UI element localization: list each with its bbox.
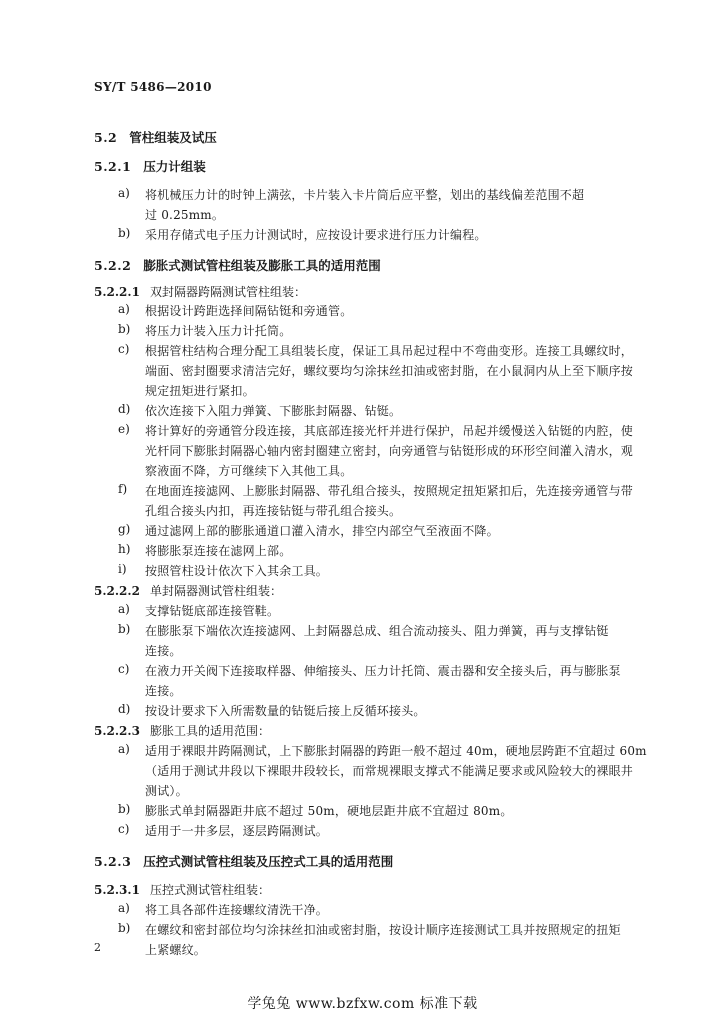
list-marker: c) <box>118 662 130 676</box>
list-item-text: 连接。 <box>145 684 182 698</box>
section-heading-5-2-3 <box>94 852 393 870</box>
section-heading-5-2-2 <box>94 256 381 274</box>
section-heading-5-2-1 <box>94 157 206 175</box>
list-item-text: 适用于裸眼井跨隔测试，上下膨胀封隔器的跨距一般不超过 40m，硬地层跨距不宜超过 60m <box>145 744 647 758</box>
list-item-text: 适用于一井多层，逐层跨隔测试。 <box>145 824 329 838</box>
subsection-title: 膨胀工具的适用范围： <box>149 724 270 738</box>
list-marker: b) <box>118 226 131 240</box>
list-marker: a) <box>118 186 130 200</box>
list-item-text: 依次连接下入阻力弹簧、下膨胀封隔器、钻铤。 <box>145 404 402 418</box>
section-heading-5-2 <box>94 128 217 146</box>
list-marker: a) <box>118 901 130 915</box>
list-marker: b) <box>118 921 131 935</box>
list-item-text: 连接。 <box>145 644 182 658</box>
list-item-text: 通过滤网上部的膨胀通道口灌入清水，排空内部空气至液面不降。 <box>145 524 499 538</box>
section-title: 压控式测试管柱组装及压控式工具的适用范围 <box>143 854 394 869</box>
list-item-text: 光杆同下膨胀封隔器心轴内密封圈建立密封，向旁通管与钻铤形成的环形空间灌入清水，观 <box>145 444 634 458</box>
section-number: 5.2.1 <box>94 159 132 174</box>
list-item-text: 根据设计跨距选择间隔钻铤和旁通管。 <box>145 304 353 318</box>
list-item-text: 按照管柱设计依次下入其余工具。 <box>145 564 329 578</box>
list-item-text: 在螺纹和密封部位均匀涂抹丝扣油或密封脂，按设计顺序连接测试工具并按照规定的扭矩 <box>145 923 621 937</box>
list-item-text: 将膨胀泵连接在滤网上部。 <box>145 544 292 558</box>
section-title: 管柱组装及试压 <box>129 130 217 145</box>
list-marker: i) <box>118 562 127 576</box>
subsection-heading-5-2-2-3 <box>94 722 270 739</box>
list-marker: f) <box>118 482 128 496</box>
list-item-text: （适用于测试井段以下裸眼井段较长，而常规裸眼支撑式不能满足要求或风险较大的裸眼井 <box>145 764 634 778</box>
list-marker: b) <box>118 622 131 636</box>
list-item-text: 过 0.25mm。 <box>145 208 225 222</box>
list-marker: c) <box>118 822 130 836</box>
list-item-text: 采用存储式电子压力计测试时，应按设计要求进行压力计编程。 <box>145 228 487 242</box>
list-item-text: 孔组合接头内扣，再连接钻铤与带孔组合接头。 <box>145 504 402 518</box>
section-number: 5.2.2 <box>94 258 132 273</box>
subsection-title: 双封隔器跨隔测试管柱组装： <box>149 285 306 299</box>
subsection-number: 5.2.2.1 <box>94 285 140 299</box>
list-item-text: 规定扭矩进行紧扣。 <box>145 384 255 398</box>
subsection-title: 单封隔器测试管柱组装： <box>149 584 282 598</box>
subsection-heading-5-2-3-1 <box>94 881 270 898</box>
list-item-text: 测试）。 <box>145 784 188 798</box>
list-item-text: 端面、密封圈要求清洁完好，螺纹要均匀涂抹丝扣油或密封脂，在小鼠洞内从上至下顺序按 <box>145 364 634 378</box>
list-item-text: 察液面不降，方可继续下入其他工具。 <box>145 464 353 478</box>
list-item-text: 将机械压力计的时钟上满弦，卡片装入卡片筒后应平整，划出的基线偏差范围不超 <box>145 188 585 202</box>
list-item-text: 支撑钻铤底部连接管鞋。 <box>145 604 280 618</box>
list-marker: d) <box>118 402 131 416</box>
list-marker: a) <box>118 302 130 316</box>
subsection-title: 压控式测试管柱组装： <box>149 883 270 897</box>
list-item-text: 将计算好的旁通管分段连接，其底部连接光杆并进行保护，吊起并缓慢送入钻铤的内腔，使 <box>145 424 634 438</box>
section-number: 5.2.3 <box>94 854 132 869</box>
section-number: 5.2 <box>94 130 118 145</box>
list-item-text: 将工具各部件连接螺纹清洗干净。 <box>145 903 329 917</box>
list-marker: g) <box>118 522 131 536</box>
list-marker: e) <box>118 422 130 436</box>
list-item-text: 在地面连接滤网、上膨胀封隔器、带孔组合接头，按照规定扭矩紧扣后，先连接旁通管与带 <box>145 484 634 498</box>
list-marker: h) <box>118 542 131 556</box>
subsection-number: 5.2.3.1 <box>94 883 140 897</box>
section-title: 膨胀式测试管柱组装及膨胀工具的适用范围 <box>143 258 381 273</box>
list-item-text: 在膨胀泵下端依次连接滤网、上封隔器总成、组合流动接头、阻力弹簧，再与支撑钻铤 <box>145 624 609 638</box>
list-item-text: 按设计要求下入所需数量的钻铤后接上反循环接头。 <box>145 704 426 718</box>
list-item-text: 将压力计装入压力计托筒。 <box>145 324 292 338</box>
subsection-number: 5.2.2.2 <box>94 584 140 598</box>
list-marker: a) <box>118 742 130 756</box>
list-marker: a) <box>118 602 130 616</box>
subsection-heading-5-2-2-1 <box>94 283 306 300</box>
footer-watermark: 学兔兔 www.bzfxw.com 标准下载 <box>247 996 478 1012</box>
page-number: 2 <box>94 941 101 954</box>
section-title: 压力计组装 <box>143 159 206 174</box>
list-item-text: 膨胀式单封隔器距井底不超过 50m，硬地层距井底不宜超过 80m。 <box>145 804 513 818</box>
list-marker: b) <box>118 802 131 816</box>
list-marker: c) <box>118 342 130 356</box>
list-marker: d) <box>118 702 131 716</box>
list-item-text: 上紧螺纹。 <box>145 943 207 957</box>
standard-number: SY/T 5486—2010 <box>94 80 212 94</box>
list-item-text: 根据管柱结构合理分配工具组装长度，保证工具吊起过程中不弯曲变形。连接工具螺纹时， <box>145 344 634 358</box>
subsection-heading-5-2-2-2 <box>94 582 282 599</box>
subsection-number: 5.2.2.3 <box>94 724 140 738</box>
list-item-text: 在液力开关阀下连接取样器、伸缩接头、压力计托筒、震击器和安全接头后，再与膨胀泵 <box>145 664 621 678</box>
list-marker: b) <box>118 322 131 336</box>
